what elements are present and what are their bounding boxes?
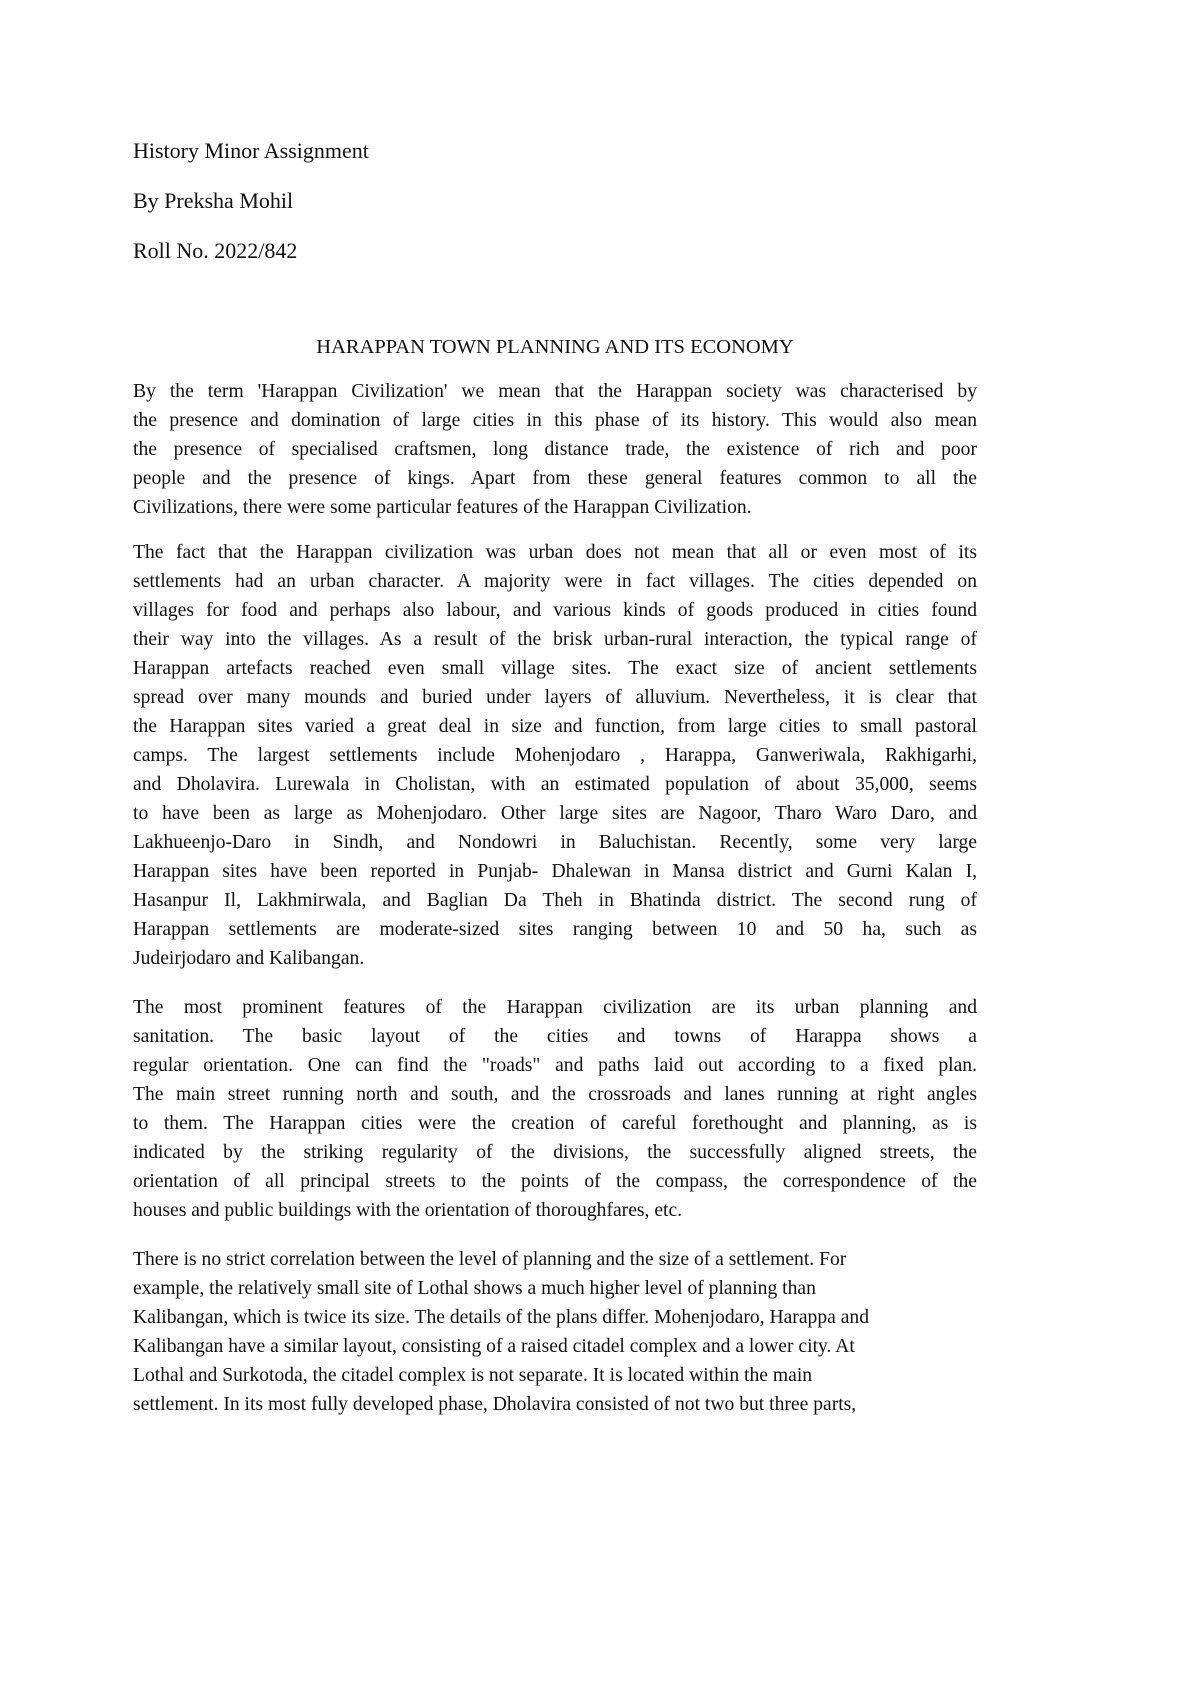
text-line: the Harappan sites varied a great deal in size and function, from large cities to small pastoral bbox=[133, 716, 977, 737]
text-line: Lakhueenjo-Daro in Sindh, and Nondowri in Baluchistan. Recently, some very large bbox=[133, 832, 977, 853]
text-line: people and the presence of kings. Apart from these general features common to all the bbox=[133, 468, 977, 489]
text-line: Lothal and Surkotoda, the citadel complex is not separate. It is located within the main bbox=[133, 1365, 813, 1386]
paragraph-urban-planning bbox=[133, 993, 977, 1225]
text-line: There is no strict correlation between the level of planning and the size of a settlement. For bbox=[133, 1249, 847, 1270]
text-line: Civilizations, there were some particular features of the Harappan Civilization. bbox=[133, 497, 752, 518]
text-line: The fact that the Harappan civilization was urban does not mean that all or even most of its bbox=[133, 542, 977, 563]
text-line: indicated by the striking regularity of the divisions, the successfully aligned streets, the bbox=[133, 1142, 977, 1163]
text-line: to them. The Harappan cities were the creation of careful forethought and planning, as is bbox=[133, 1113, 977, 1134]
text-line: to have been as large as Mohenjodaro. Other large sites are Nagoor, Tharo Waro Daro, and bbox=[133, 803, 977, 824]
text-line: their way into the villages. As a result of the brisk urban-rural interaction, the typical range of bbox=[133, 629, 977, 650]
text-line: regular orientation. One can find the "roads" and paths laid out according to a fixed plan. bbox=[133, 1055, 977, 1076]
author-line: By Preksha Mohil bbox=[133, 188, 294, 213]
text-line: settlements had an urban character. A majority were in fact villages. The cities depended on bbox=[133, 571, 977, 592]
paragraph-planning-correlation bbox=[133, 1245, 977, 1419]
text-line: the presence of specialised craftsmen, long distance trade, the existence of rich and poor bbox=[133, 439, 977, 460]
text-line: Harappan sites have been reported in Punjab- Dhalewan in Mansa district and Gurni Kalan I, bbox=[133, 861, 977, 882]
text-line: and Dholavira. Lurewala in Cholistan, with an estimated population of about 35,000, seems bbox=[133, 774, 977, 795]
text-line: camps. The largest settlements include Mohenjodaro , Harappa, Ganweriwala, Rakhigarhi, bbox=[133, 745, 977, 766]
text-line: Hasanpur Il, Lakhmirwala, and Baglian Da Theh in Bhatinda district. The second rung of bbox=[133, 890, 977, 911]
text-line: By the term 'Harappan Civilization' we mean that the Harappan society was characterised by bbox=[133, 381, 977, 402]
text-line: villages for food and perhaps also labour, and various kinds of goods produced in cities found bbox=[133, 600, 977, 621]
text-line: settlement. In its most fully developed phase, Dholavira consisted of not two but three parts, bbox=[133, 1394, 857, 1415]
paragraph-introduction bbox=[133, 377, 977, 522]
text-line: Kalibangan have a similar layout, consisting of a raised citadel complex and a lower city. At bbox=[133, 1336, 855, 1357]
text-line: Judeirjodaro and Kalibangan. bbox=[133, 948, 365, 969]
assignment-heading: History Minor Assignment bbox=[133, 138, 369, 163]
text-line: The most prominent features of the Harappan civilization are its urban planning and bbox=[133, 997, 977, 1018]
text-line: spread over many mounds and buried under layers of alluvium. Nevertheless, it is clear that bbox=[133, 687, 977, 708]
text-line: Kalibangan, which is twice its size. The details of the plans differ. Mohenjodaro, Harappa and bbox=[133, 1307, 870, 1328]
text-line: Harappan settlements are moderate-sized sites ranging between 10 and 50 ha, such as bbox=[133, 919, 977, 940]
text-line: The main street running north and south, and the crossroads and lanes running at right angles bbox=[133, 1084, 977, 1105]
text-line: the presence and domination of large cities in this phase of its history. This would also mean bbox=[133, 410, 977, 431]
text-line: orientation of all principal streets to the points of the compass, the correspondence of the bbox=[133, 1171, 977, 1192]
document-title: HARAPPAN TOWN PLANNING AND ITS ECONOMY bbox=[316, 336, 794, 358]
text-line: sanitation. The basic layout of the cities and towns of Harappa shows a bbox=[133, 1026, 977, 1047]
roll-number-line: Roll No. 2022/842 bbox=[133, 238, 298, 263]
text-line: example, the relatively small site of Lothal shows a much higher level of planning than bbox=[133, 1278, 816, 1299]
paragraph-settlements bbox=[133, 538, 977, 973]
text-line: houses and public buildings with the orientation of thoroughfares, etc. bbox=[133, 1200, 683, 1221]
text-line: Harappan artefacts reached even small village sites. The exact size of ancient settlements bbox=[133, 658, 977, 679]
